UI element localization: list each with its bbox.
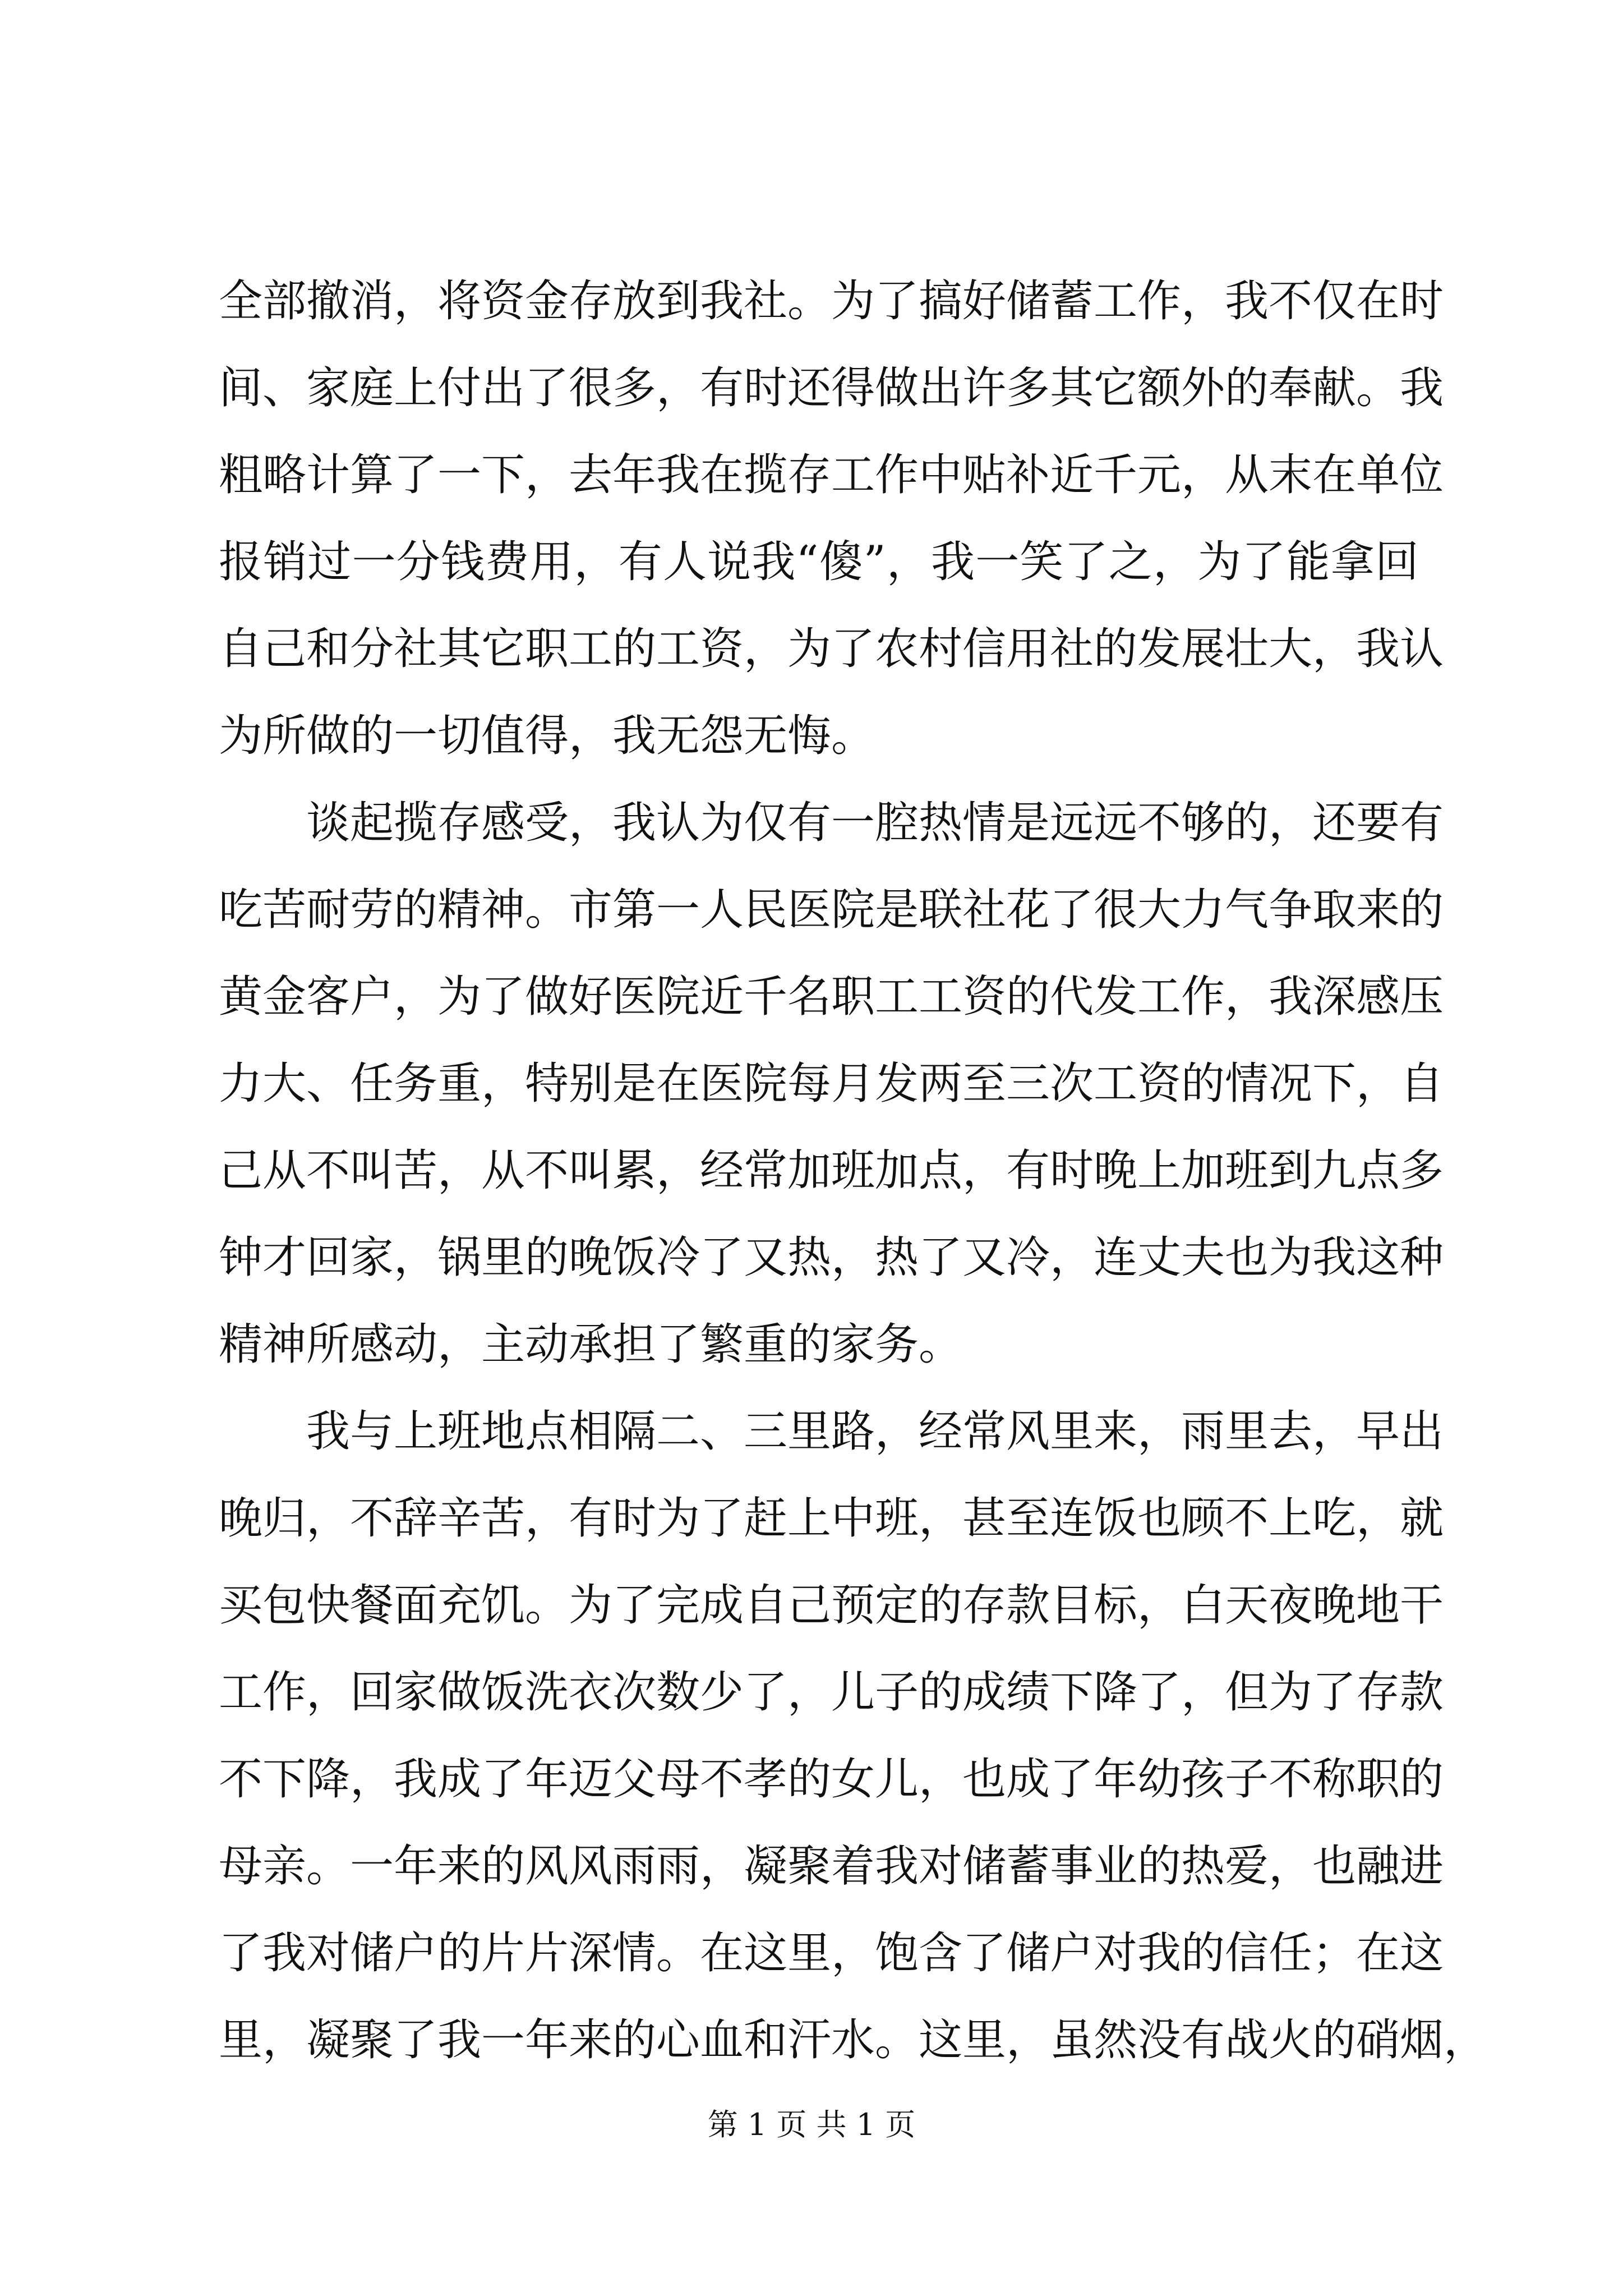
- text-line: 了我对储户的片片深情。在这里，饱含了储户对我的信任；在这: [219, 1928, 1444, 1978]
- page-number-footer: 第 1 页 共 1 页: [707, 2107, 916, 2142]
- text-line: 买包快餐面充饥。为了完成自己预定的存款目标，白天夜晚地干: [219, 1580, 1444, 1631]
- text-line: 自己和分社其它职工的工资，为了农村信用社的发展壮大，我认: [219, 624, 1444, 674]
- text-line: 母亲。一年来的风风雨雨，凝聚着我对储蓄事业的热爱，也融进: [219, 1841, 1444, 1892]
- text-line: 吃苦耐劳的精神。市第一人民医院是联社花了很大力气争取来的: [219, 885, 1444, 935]
- text-line: 晚归，不辞辛苦，有时为了赶上中班，甚至连饭也顾不上吃，就: [219, 1493, 1444, 1544]
- text-line: 黄金客户，为了做好医院近千名职工工资的代发工作，我深感压: [219, 972, 1444, 1022]
- document-body: [219, 258, 1488, 2084]
- text-line: 间、家庭上付出了很多，有时还得做出许多其它额外的奉献。我: [219, 363, 1444, 413]
- text-line: 里，凝聚了我一年来的心血和汗水。这里，虽然没有战火的硝烟，: [219, 2015, 1488, 2065]
- text-line: 为所做的一切值得，我无怨无悔。: [219, 711, 875, 761]
- text-line: 粗略计算了一下，去年我在揽存工作中贴补近千元，从末在单位: [219, 450, 1444, 500]
- paragraph: [219, 780, 1444, 1388]
- paragraph: [219, 1388, 1488, 2084]
- text-line: 不下降，我成了年迈父母不孝的女儿，也成了年幼孩子不称职的: [219, 1754, 1444, 1805]
- text-line: 己从不叫苦，从不叫累，经常加班加点，有时晚上加班到九点多: [219, 1145, 1444, 1196]
- text-line: 钟才回家，锅里的晚饭冷了又热，热了又冷，连丈夫也为我这种: [219, 1232, 1444, 1283]
- text-line: 工作，回家做饭洗衣次数少了，儿子的成绩下降了，但为了存款: [219, 1667, 1444, 1718]
- text-line: 精神所感动，主动承担了繁重的家务。: [219, 1319, 963, 1370]
- paragraph: [219, 258, 1444, 780]
- text-line: 我与上班地点相隔二、三里路，经常风里来，雨里去，早出: [306, 1406, 1444, 1457]
- text-line: 报销过一分钱费用，有人说我“傻”，我一笑了之，为了能拿回: [219, 537, 1419, 587]
- text-line: 全部撤消，将资金存放到我社。为了搞好储蓄工作，我不仅在时: [219, 276, 1444, 326]
- text-line: 谈起揽存感受，我认为仅有一腔热情是远远不够的，还要有: [306, 798, 1444, 848]
- text-line: 力大、任务重，特别是在医院每月发两至三次工资的情况下，自: [219, 1059, 1444, 1109]
